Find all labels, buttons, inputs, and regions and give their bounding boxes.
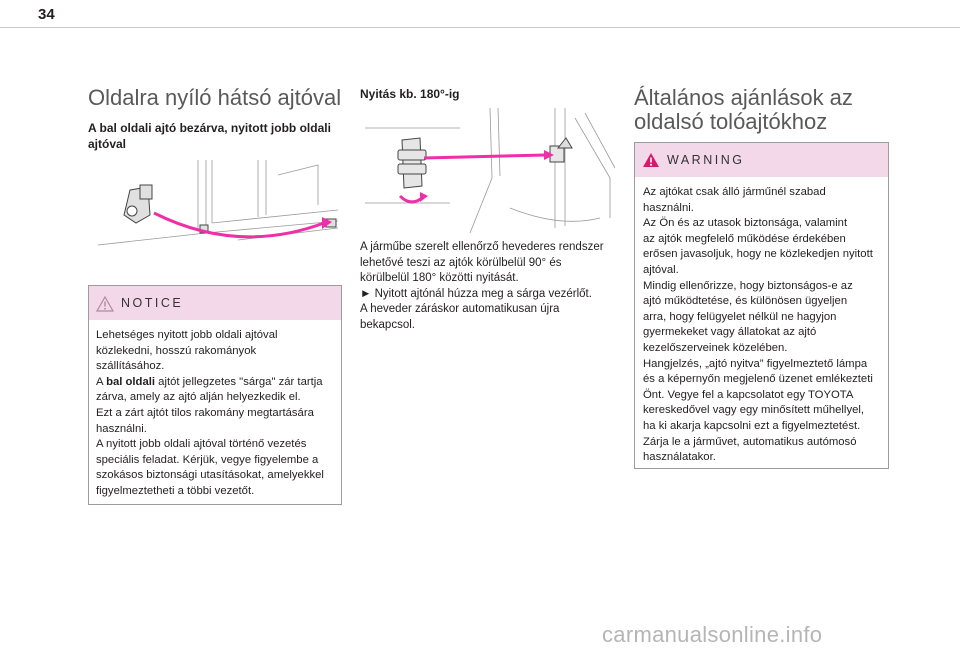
notice-line-9: speciális feladat. Kérjük, vegye figyelembe a [96, 453, 319, 466]
check-strap-illustration [360, 108, 615, 233]
col3-title [634, 86, 853, 134]
notice-line-5: zárva, amely az ajtó alján helyezkedik el. [96, 391, 301, 404]
col2-line-6: bekapcsol. [360, 318, 415, 331]
col3-title-line-2: oldalsó tolóajtókhoz [634, 109, 828, 134]
warning-line-1: Az ajtókat csak álló járműnél szabad [643, 186, 826, 198]
notice-box [88, 285, 342, 505]
warning-line-6: ajtóval. [643, 263, 679, 276]
warning-line-5: erősen javasoljuk, hogy ne közlekedjen nyitott [643, 248, 873, 261]
watermark: carmanualsonline.info [602, 622, 823, 647]
notice-line-6: Ezt a zárt ajtót tilos rakomány megtartására [96, 406, 314, 419]
warning-line-17: Zárja le a járművet, automatikus autómosó [643, 435, 857, 448]
warning-line-9: arra, hogy felügyelet nélkül ne hagyjon [643, 310, 837, 323]
warning-line-8: ajtó működtetése, és különösen ügyeljen [643, 295, 848, 308]
warning-title: WARNING [667, 153, 745, 167]
warning-line-7: Mindig ellenőrizze, hogy biztonságos-e az [643, 279, 853, 292]
col2-line-1: A járműbe szerelt ellenőrző hevederes rendszer [360, 241, 604, 253]
warning-line-15: kereskedővel vagy egy minősített műhellyel, [643, 404, 865, 417]
notice-title: NOTICE [121, 296, 184, 310]
rear-door-lock-illustration [88, 155, 338, 255]
warning-line-12: Hangjelzés, „ajtó nyitva” figyelmeztető lámpa [643, 357, 868, 370]
warning-line-3: Az Ön és az utasok biztonsága, valamint [643, 217, 848, 230]
col2-line-4: ► Nyitott ajtónál húzza meg a sárga vezérlőt. [360, 287, 592, 300]
notice-line-7: használni. [96, 422, 147, 435]
notice-triangle-icon [96, 296, 114, 312]
warning-line-2: használni. [643, 201, 694, 214]
warning-box [634, 142, 889, 469]
warning-line-14: Önt. Vegye fel a kapcsolatot egy TOYOTA [643, 388, 854, 401]
warning-line-11: kezelőszerveinek közelében. [643, 341, 788, 354]
warning-triangle-icon [642, 152, 660, 168]
notice-line-10: szokásos biztonsági utasításokat, amelyekkel [96, 469, 324, 482]
notice-line-1: Lehetséges nyitott jobb oldali ajtóval [96, 329, 278, 341]
notice-line-3: szállításához. [96, 360, 165, 373]
col2-line-2: lehetővé teszi az ajtók körülbelül 90° és [360, 256, 562, 269]
col1-subtitle [88, 120, 331, 152]
col2-line-5: A heveder záráskor automatikusan újra [360, 303, 560, 316]
warning-line-10: gyermekeket vagy állatokat az ajtó [643, 326, 817, 339]
warning-line-18: használatakor. [643, 451, 716, 464]
col1-subtitle-line-1: A bal oldali ajtó bezárva, nyitott jobb oldali [88, 121, 331, 135]
notice-line-8: A nyitott jobb oldali ajtóval történő vezetés [96, 438, 307, 451]
warning-line-16: ha ki akarja kapcsolni ezt a figyelmeztetést. [643, 419, 861, 432]
col1-subtitle-line-2: ajtóval [88, 137, 127, 151]
col2-line-3: körülbelül 180° közötti nyitását. [360, 272, 519, 285]
notice-line-2: közlekedni, hosszú rakományok [96, 344, 257, 357]
col2-subtitle: Nyitás kb. 180°-ig [360, 87, 460, 101]
notice-line-4: A bal oldali ajtót jellegzetes "sárga" zár tartja [96, 375, 323, 388]
warning-line-4: az ajtók megfelelő működése érdekében [643, 232, 846, 245]
warning-line-13: és a képernyőn megjelenő üzenet emlékezteti [643, 373, 873, 386]
notice-line-11: figyelmeztetheti a többi vezetőt. [96, 484, 255, 497]
top-divider [0, 27, 960, 28]
page-number: 34 [38, 6, 55, 23]
col1-title: Oldalra nyíló hátsó ajtóval [88, 85, 342, 110]
col3-title-line-1: Általános ajánlások az [634, 85, 853, 110]
